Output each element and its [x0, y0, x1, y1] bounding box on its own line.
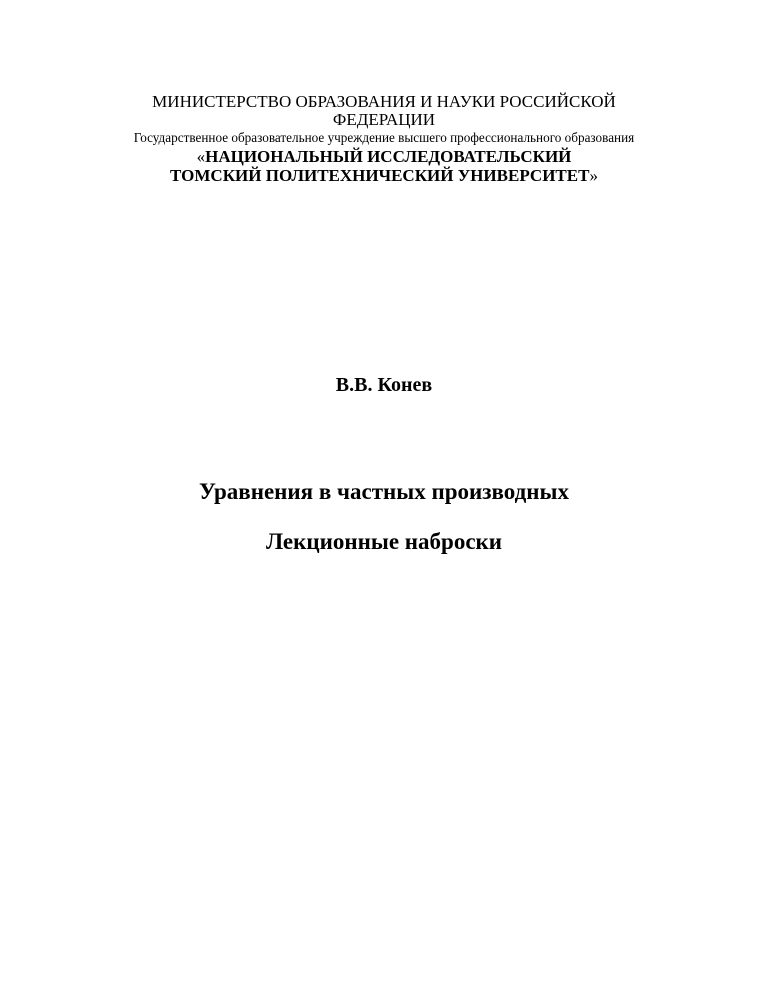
institution-type: Государственное образовательное учреждение высшего профессионального образования	[133, 130, 635, 145]
close-quote: »	[589, 166, 598, 185]
university-name-part-1: НАЦИОНАЛЬНЫЙ ИССЛЕДОВАТЕЛЬСКИЙ	[205, 147, 572, 166]
university-name-line-1	[0, 148, 768, 165]
author-name: В.В. Конев	[335, 374, 433, 396]
ministry-name-line-2: ФЕДЕРАЦИИ	[332, 110, 436, 129]
document-title: Уравнения в частных производных	[199, 479, 569, 504]
document-subtitle: Лекционные наброски	[265, 529, 503, 554]
open-quote: «	[196, 147, 206, 166]
ministry-name-line-1: МИНИСТЕРСТВО ОБРАЗОВАНИЯ И НАУКИ РОССИЙСКОЙ	[152, 92, 616, 111]
university-name-part-2: ТОМСКИЙ ПОЛИТЕХНИЧЕСКИЙ УНИВЕРСИТЕТ	[170, 166, 590, 185]
university-name-line-2	[0, 167, 768, 184]
